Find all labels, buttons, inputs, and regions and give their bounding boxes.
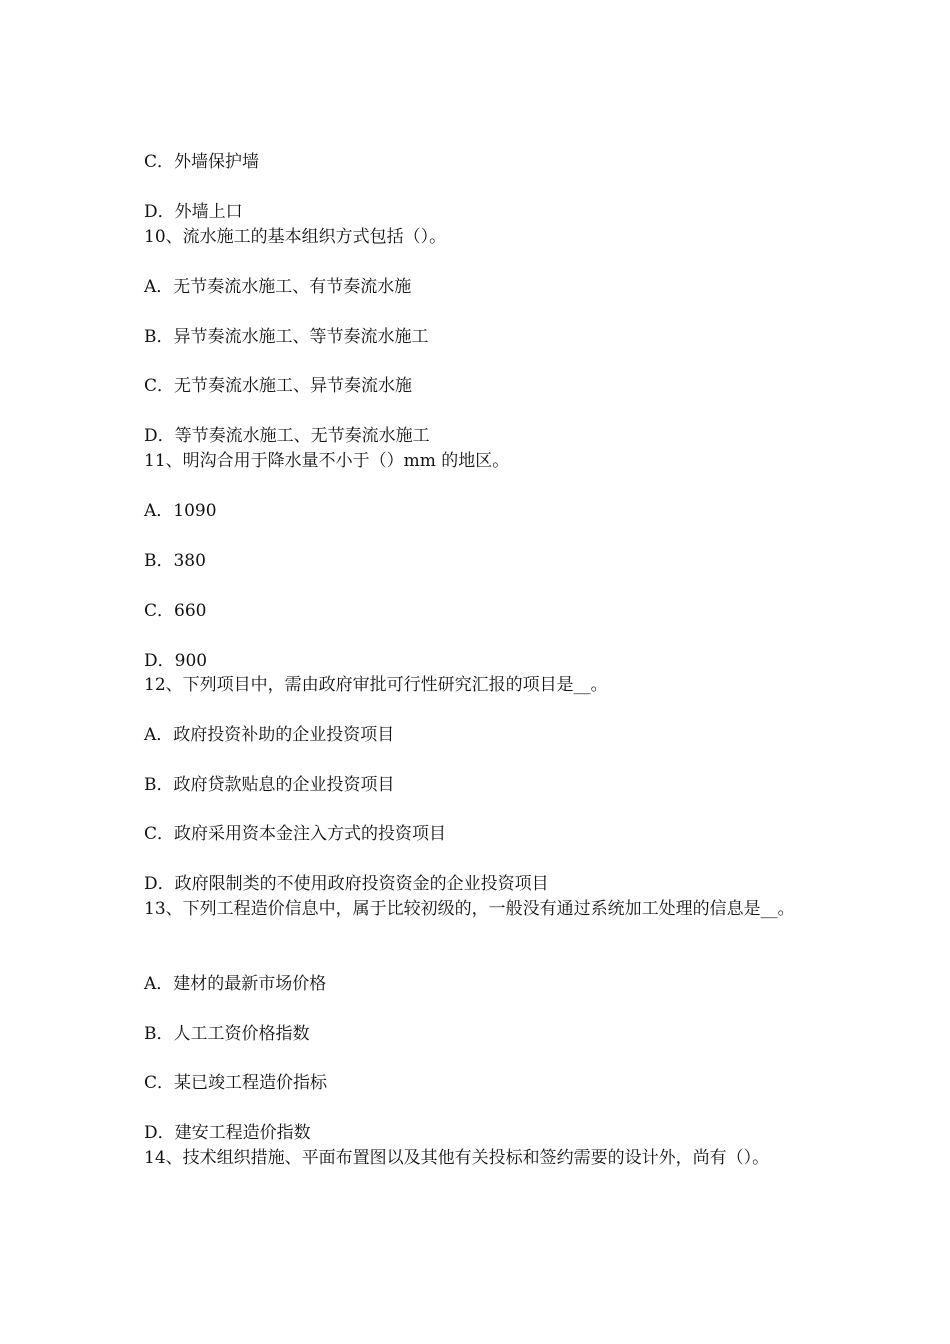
q13-stem: 13、下列工程造价信息中，属于比较初级的，一般没有通过系统加工处理的信息是__。 [144,899,795,919]
q11-option-b: B．380 [144,551,206,571]
q9-option-c: C．外墙保护墙 [144,152,260,172]
q13-option-c: C．某已竣工程造价指标 [144,1073,328,1093]
q12-option-c: C．政府采用资本金注入方式的投资项目 [144,824,447,844]
q9-option-d: D．外墙上口 [144,202,243,222]
q12-option-d: D．政府限制类的不使用政府投资资金的企业投资项目 [144,874,549,894]
q11-stem: 11、明沟合用于降水量不小于（）mm 的地区。 [144,451,510,471]
q13-option-a: A．建材的最新市场价格 [144,974,327,994]
q10-option-b: B．异节奏流水施工、等节奏流水施工 [144,327,429,347]
q13-option-d: D．建安工程造价指数 [144,1123,311,1143]
q11-option-d: D．900 [144,651,208,671]
q14-stem: 14、技术组织措施、平面布置图以及其他有关投标和签约需要的设计外，尚有（）。 [144,1148,770,1168]
q13-option-b: B．人工工资价格指数 [144,1024,310,1044]
q12-option-b: B．政府贷款贴息的企业投资项目 [144,775,395,795]
q11-option-c: C．660 [144,601,207,621]
q10-stem: 10、流水施工的基本组织方式包括（）。 [144,227,447,247]
q10-option-a: A．无节奏流水施工、有节奏流水施 [144,277,412,297]
q10-option-c: C．无节奏流水施工、异节奏流水施 [144,376,413,396]
q10-option-d: D．等节奏流水施工、无节奏流水施工 [144,426,430,446]
q12-option-a: A．政府投资补助的企业投资项目 [144,725,395,745]
q12-stem: 12、下列项目中，需由政府审批可行性研究汇报的项目是__。 [144,675,608,695]
q11-option-a: A．1090 [144,501,217,521]
